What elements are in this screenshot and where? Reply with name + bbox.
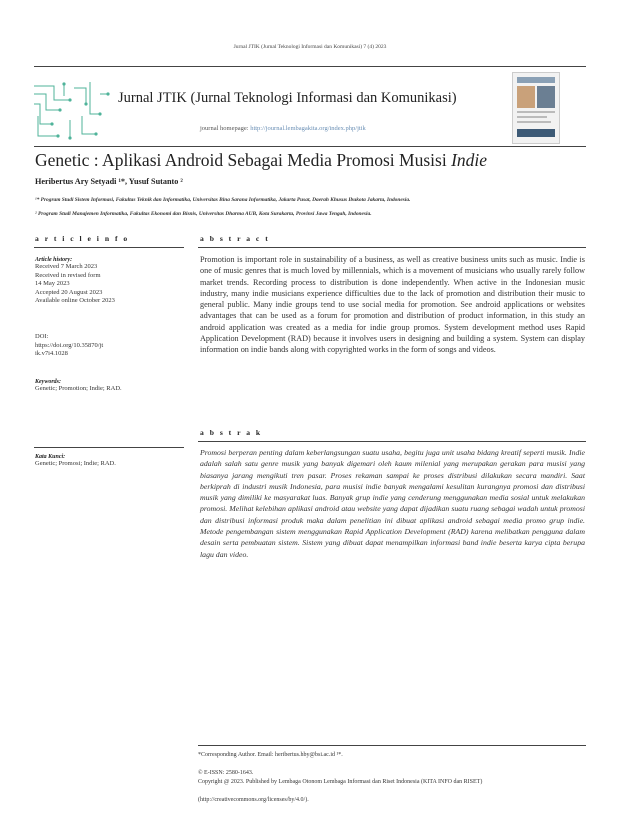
- eissn: © E-ISSN: 2580-1643.: [198, 770, 254, 776]
- history-label: Article history:: [35, 257, 73, 263]
- license-link[interactable]: (http://creativecommons.org/licenses/by/4.0/).: [198, 797, 309, 803]
- keywords-value: Genetic; Promotion; Indie; RAD.: [35, 385, 122, 392]
- journal-logo: [30, 76, 112, 146]
- header-rule-top: [34, 66, 586, 67]
- homepage-link[interactable]: http://journal.lembagakita.org/index.php/jtik: [250, 125, 366, 132]
- paper-title-main: Genetic : Aplikasi Android Sebagai Media Promosi Musisi: [35, 150, 452, 170]
- paper-title-italic: Indie: [451, 150, 488, 170]
- running-header: Jurnal JTIK (Jurnal Teknologi Informasi dan Komunikasi) 7 (4) 2023: [233, 44, 387, 50]
- keywords-block: [35, 379, 185, 394]
- history-revised-label: Received in revised form: [35, 271, 101, 279]
- abstrak-heading: a b s t r a k: [200, 428, 263, 437]
- abstract-body: Promotion is important role in sustainability of a business, as well as creative business units such as music. Indie is one of music genres that is much loved by millennials, which is a movement of musicians who usually rarely follow market trends. Recording process to distribution is done independently. When active in the Indonesian music industry, many indie musicians experience difficulties due to the lack of promotion and distribution their music to general public. Many indie groups tend to use social media for promotion. See android applications or websites advantages that can be used as a forum for promotion and distribution of product information, in this study an android application was created as a media for indie group promos. System development method uses Rapid Application Development (RAD) because it involves users in designing and building a system. System can display information on indie bands along with copyrighted works in the form of songs and videos.: [200, 255, 585, 355]
- authors: Heribertus Ary Setyadi ¹*, Yusuf Sutanto ²: [35, 177, 183, 186]
- footnote-rule: [198, 745, 586, 746]
- header-rule-bottom: [34, 146, 586, 147]
- affiliation-1: ¹* Program Studi Sistem Informasi, Fakultas Teknik dan Informatika, Universitas Bina Sarana Informatika, Jakarta Pusat, Daerah Khusus Ibukota Jakarta, Indonesia.: [35, 197, 411, 203]
- history-accepted: Accepted 20 August 2023: [35, 288, 103, 296]
- abstrak-body: Promosi berperan penting dalam keberlangsungan suatu usaha, begitu juga unit usaha bidang kreatif seperti musik. Indie adalah salah satu genre musik yang banyak digemari oleh kaum milenial yang merupakan gerakan para musisi yang biasanya jarang mengikuti tren pasar. Proses rekaman sampai ke proses distribusi dilakukan secara mandiri. Saat berkiprah di industri musik Indonesia, para musisi indie banyak mengalami kesulitan kurangnya promosi dan distribusi musik yang dimiliki ke masyarakat luas. Banyak grup indie yang cenderung menggunakan media sosial untuk melakukan promosi. Melihat kelebihan aplikasi android atau website yang dapat dijadikan suatu ruang sebagai wadah untuk promosi dan distribusi informasi produk maka dalam penelitian ini dibuat aplikasi android sebagai media promo grup indie. Metode pengembangan sistem menggunakan Rapid Application Development (RAD) karena melibatkan pengguna dalam desain serta pembuatan sistem. Sistem yang dibuat dapat menampilkan informasi band indie beserta karya cipta berupa lagu dan video.: [200, 448, 585, 559]
- journal-title: Jurnal JTIK (Jurnal Teknologi Informasi dan Komunikasi): [118, 90, 457, 106]
- doi-label: DOI:: [35, 333, 49, 340]
- history-revised-date: 14 May 2023: [35, 280, 70, 288]
- kata-kunci-block: [35, 454, 185, 469]
- abstract-rule: [198, 247, 586, 248]
- affiliation-2: ² Program Studi Manajemen Informatika, Fakultas Ekonomi dan Bisnis, Universitas Dharma AUB, Kota Surakarta, Provinsi Jawa Tengah, Indonesia.: [35, 211, 372, 217]
- homepage-label: journal homepage:: [200, 125, 249, 132]
- keywords-rule: [34, 447, 184, 448]
- keywords-label: Keywords:: [35, 379, 61, 385]
- article-info-heading: a r t i c l e i n f o: [35, 234, 130, 243]
- kata-kunci-value: Genetic; Promosi; Indie; RAD.: [35, 460, 116, 467]
- article-info-rule: [34, 247, 184, 248]
- article-history: [35, 257, 185, 306]
- kata-kunci-label: Kata Kunci:: [35, 454, 66, 460]
- journal-homepage: [200, 125, 500, 132]
- history-online: Available online October 2023: [35, 297, 115, 305]
- abstrak-rule: [198, 441, 586, 442]
- doi-block: [35, 333, 185, 359]
- doi-link-line-1[interactable]: https://doi.org/10.35870/jt: [35, 341, 104, 349]
- history-received: Received 7 March 2023: [35, 263, 98, 270]
- corresponding-author: *Corresponding Author. Email: heribertus.hby@bsi.ac.id ¹*.: [198, 752, 343, 758]
- abstract-heading: a b s t r a c t: [200, 234, 270, 243]
- copyright: Copyright @ 2023. Published by Lembaga Otonom Lembaga Informasi dan Riset Indonesia (KITA INFO dan RISET): [198, 779, 483, 785]
- paper-title: [35, 150, 595, 171]
- doi-link-line-2[interactable]: ik.v7i4.1028: [35, 350, 68, 358]
- journal-cover-image: [512, 72, 560, 144]
